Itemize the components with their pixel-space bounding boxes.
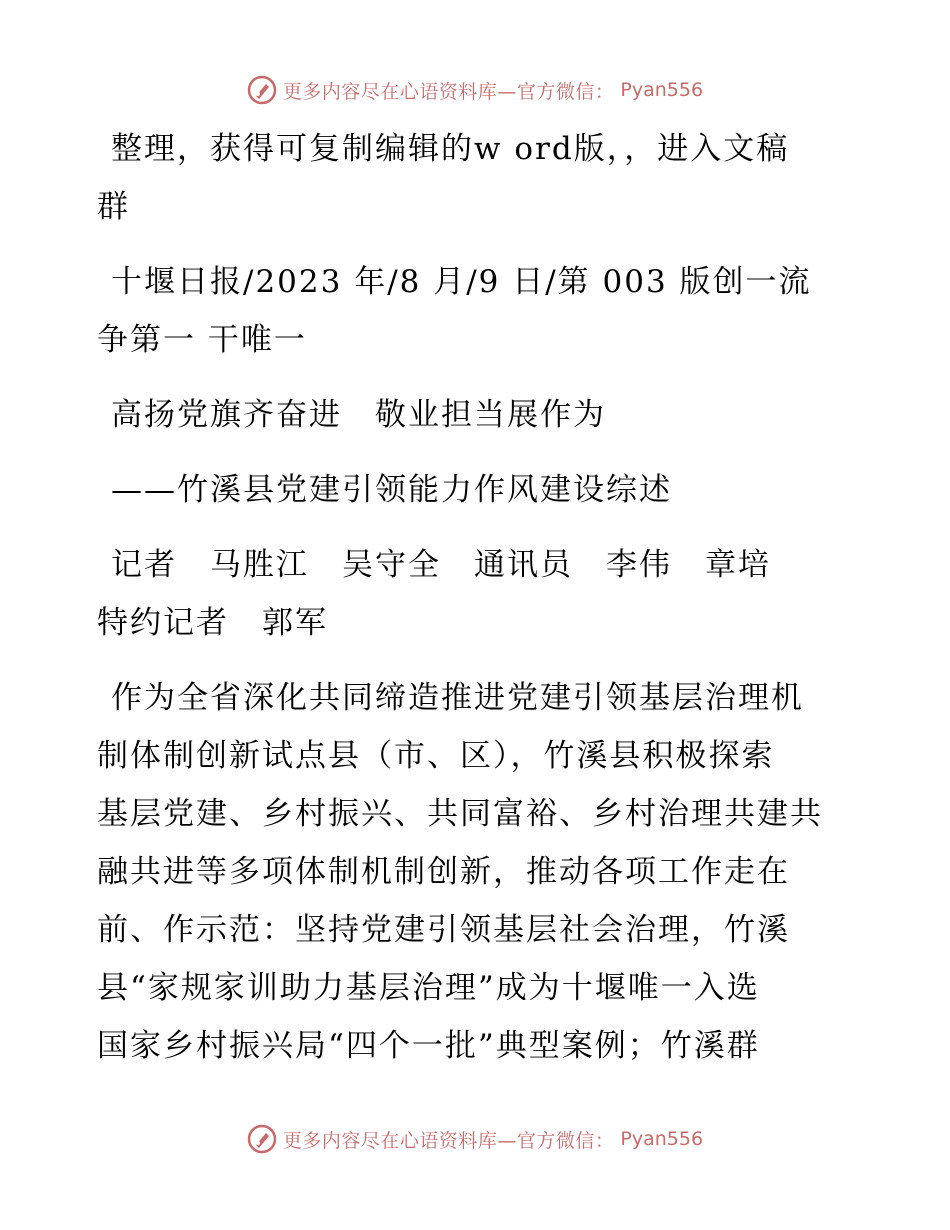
text-line: 融共进等多项体制机制创新，推动各项工作走在 xyxy=(97,854,790,890)
text-line: 记者 马胜江 吴守全 通讯员 李伟 章培 xyxy=(111,547,771,583)
watermark-footer xyxy=(0,1122,950,1156)
pen-nib-seal-icon xyxy=(247,1124,277,1154)
article-body-paragraph xyxy=(97,669,857,1075)
text-line: 县“家规家训助力基层治理”成为十堰唯一入选 xyxy=(97,970,760,1006)
text-line: ——竹溪县党建引领能力作风建设综述 xyxy=(111,472,672,508)
text-line: 国家乡村振兴局“四个一批”典型案例；竹溪群 xyxy=(97,1028,760,1064)
text-line: 制体制创新试点县（市、区），竹溪县积极探索 xyxy=(97,738,775,774)
document-body xyxy=(97,120,857,1092)
text-line: 前、作示范：坚持党建引领基层社会治理，竹溪 xyxy=(97,912,790,948)
pen-nib-seal-icon xyxy=(247,75,277,105)
paragraph-intro xyxy=(97,120,857,236)
article-byline xyxy=(97,536,857,652)
text-line: 高扬党旗齐奋进 敬业担当展作为 xyxy=(111,397,606,433)
paragraph-source xyxy=(97,253,857,369)
text-line: 特约记者 郭军 xyxy=(97,605,328,641)
text-line: 整理，获得可复制编辑的w ord版，，进入文稿 xyxy=(111,131,790,167)
text-line: 基层党建、乡村振兴、共同富裕、乡村治理共建共 xyxy=(97,796,823,832)
text-line: 争第一 干唯一 xyxy=(97,322,307,358)
watermark-handle: Pyan556 xyxy=(620,79,704,101)
article-title xyxy=(97,386,857,444)
text-line: 作为全省深化共同缔造推进党建引领基层治理机 xyxy=(111,680,804,716)
watermark-text: 更多内容尽在心语资料库—官方微信： xyxy=(282,1129,615,1152)
article-subtitle xyxy=(97,461,857,519)
text-line: 十堰日报/2023 年/8 月/9 日/第 003 版创一流 xyxy=(111,264,812,300)
watermark-header xyxy=(0,73,950,107)
watermark-text: 更多内容尽在心语资料库—官方微信： xyxy=(282,80,615,103)
text-line: 群 xyxy=(97,189,130,225)
watermark-handle: Pyan556 xyxy=(620,1128,704,1150)
